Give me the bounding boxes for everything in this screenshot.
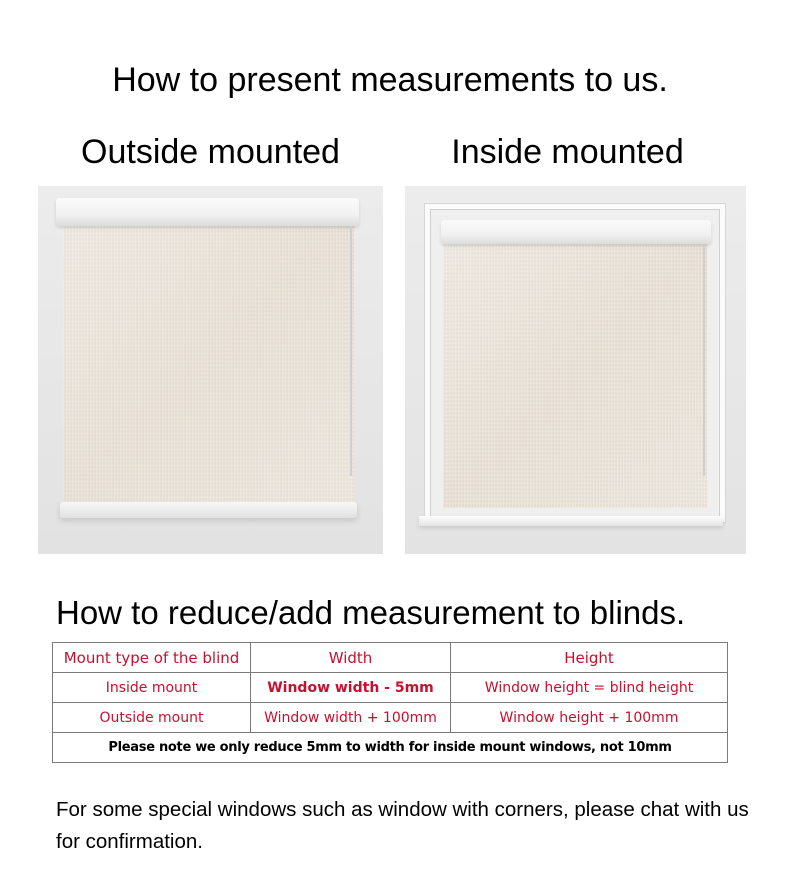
cell-width: Window width + 100mm (251, 703, 451, 733)
page-title: How to present measurements to us. (112, 61, 668, 99)
outside-mounted-heading: Outside mounted (81, 133, 340, 171)
reduce-add-heading: How to reduce/add measurement to blinds. (56, 594, 686, 631)
blind-fabric (443, 238, 707, 508)
blind-chain (703, 246, 705, 476)
table-row (53, 703, 728, 733)
header-mount-type: Mount type of the blind (53, 643, 251, 673)
table-note: Please note we only reduce 5mm to width for inside mount windows, not 10mm (53, 733, 728, 763)
header-height: Height (451, 643, 728, 673)
inside-mounted-image (405, 186, 746, 554)
table-header-row (53, 643, 728, 673)
blind-headrail (441, 220, 711, 244)
outside-mounted-image (38, 186, 383, 554)
cell-width: Window width - 5mm (251, 673, 451, 703)
blind-chain (350, 226, 352, 476)
window-sill (419, 516, 723, 526)
cell-mount-type: Outside mount (53, 703, 251, 733)
cell-height: Window height + 100mm (451, 703, 728, 733)
blind-headrail (56, 198, 359, 226)
footer-note: For some special windows such as window with corners, please chat with us for confirmation. (56, 798, 749, 853)
table-row (53, 673, 728, 703)
measurement-table (52, 642, 728, 763)
cell-height: Window height = blind height (451, 673, 728, 703)
table-note-row (53, 733, 728, 763)
blind-fabric (63, 216, 354, 506)
header-width: Width (251, 643, 451, 673)
inside-mounted-heading: Inside mounted (451, 133, 684, 171)
cell-mount-type: Inside mount (53, 673, 251, 703)
blind-bottom-bar (60, 502, 357, 518)
